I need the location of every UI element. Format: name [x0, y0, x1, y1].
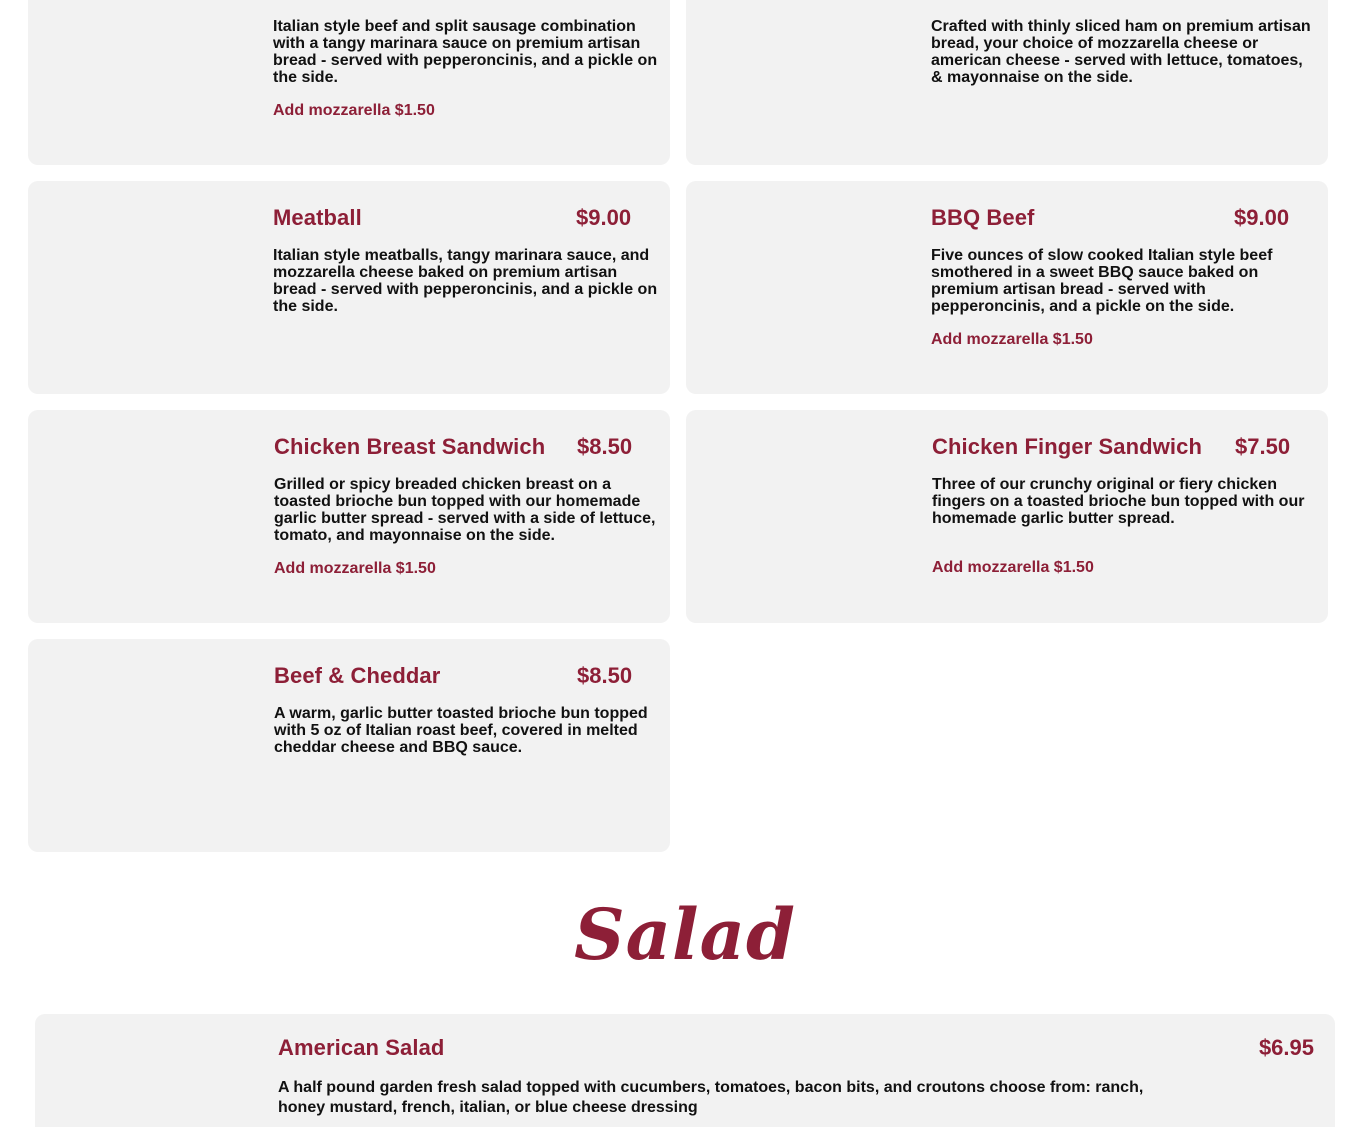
menu-item-card: [686, 0, 1328, 165]
item-name: Chicken Finger Sandwich: [932, 434, 1203, 459]
item-addon: Add mozzarella $1.50: [274, 560, 436, 577]
item-description: Italian style beef and split sausage combination with a tangy marinara sauce on premium artisan bread - served with pepperoncinis, and a pickle on the side.: [273, 18, 658, 86]
item-description: A warm, garlic butter toasted brioche bun topped with 5 oz of Italian roast beef, covered in melted cheddar cheese and BBQ sauce.: [274, 705, 648, 756]
menu-item-card: [28, 639, 670, 852]
item-name: Beef & Cheddar: [274, 663, 441, 688]
item-price: $9.00: [576, 205, 632, 230]
menu-item-card: [28, 0, 670, 165]
menu-item-card: [686, 181, 1328, 394]
menu-item-card: [35, 1014, 1335, 1127]
item-name: American Salad: [278, 1035, 445, 1060]
item-description: Five ounces of slow cooked Italian style beef smothered in a sweet BBQ sauce baked on premium artisan bread - served with pepperoncinis, and a pickle on the side.: [931, 247, 1273, 315]
item-price: $8.50: [577, 663, 633, 688]
item-description: A half pound garden fresh salad topped with cucumbers, tomatoes, bacon bits, and croutons choose from: ranch, honey mustard, french, italian, or blue cheese dressing: [278, 1079, 1144, 1116]
item-name: Chicken Breast Sandwich: [274, 434, 546, 459]
item-description: Three of our crunchy original or fiery chicken fingers on a toasted brioche bun topped with our homemade garlic butter spread.: [932, 476, 1305, 527]
menu-item-card: [686, 410, 1328, 623]
menu-item-card: [28, 410, 670, 623]
item-price: $8.50: [577, 434, 633, 459]
item-description: Italian style meatballs, tangy marinara sauce, and mozzarella cheese baked on premium artisan bread - served with pepperoncinis, and a pickle on the side.: [273, 247, 658, 315]
item-addon: Add mozzarella $1.50: [931, 331, 1093, 348]
item-addon: Add mozzarella $1.50: [932, 559, 1094, 576]
item-addon: Add mozzarella $1.50: [273, 102, 435, 119]
item-price: $6.95: [1258, 1035, 1314, 1060]
item-description: Crafted with thinly sliced ham on premium artisan bread, your choice of mozzarella cheese or american cheese - served with lettuce, tomatoes, & mayonnaise on the side.: [931, 18, 1311, 86]
item-price: $7.50: [1235, 434, 1291, 459]
menu-item-card: [28, 181, 670, 394]
item-price: $9.00: [1234, 205, 1290, 230]
item-name: BBQ Beef: [931, 205, 1035, 230]
section-title: Salad: [574, 893, 796, 976]
item-description: Grilled or spicy breaded chicken breast on a toasted brioche bun topped with our homemade garlic butter spread - served with a side of lettuce, tomato, and mayonnaise on the side.: [274, 476, 656, 544]
item-name: Meatball: [273, 205, 362, 230]
